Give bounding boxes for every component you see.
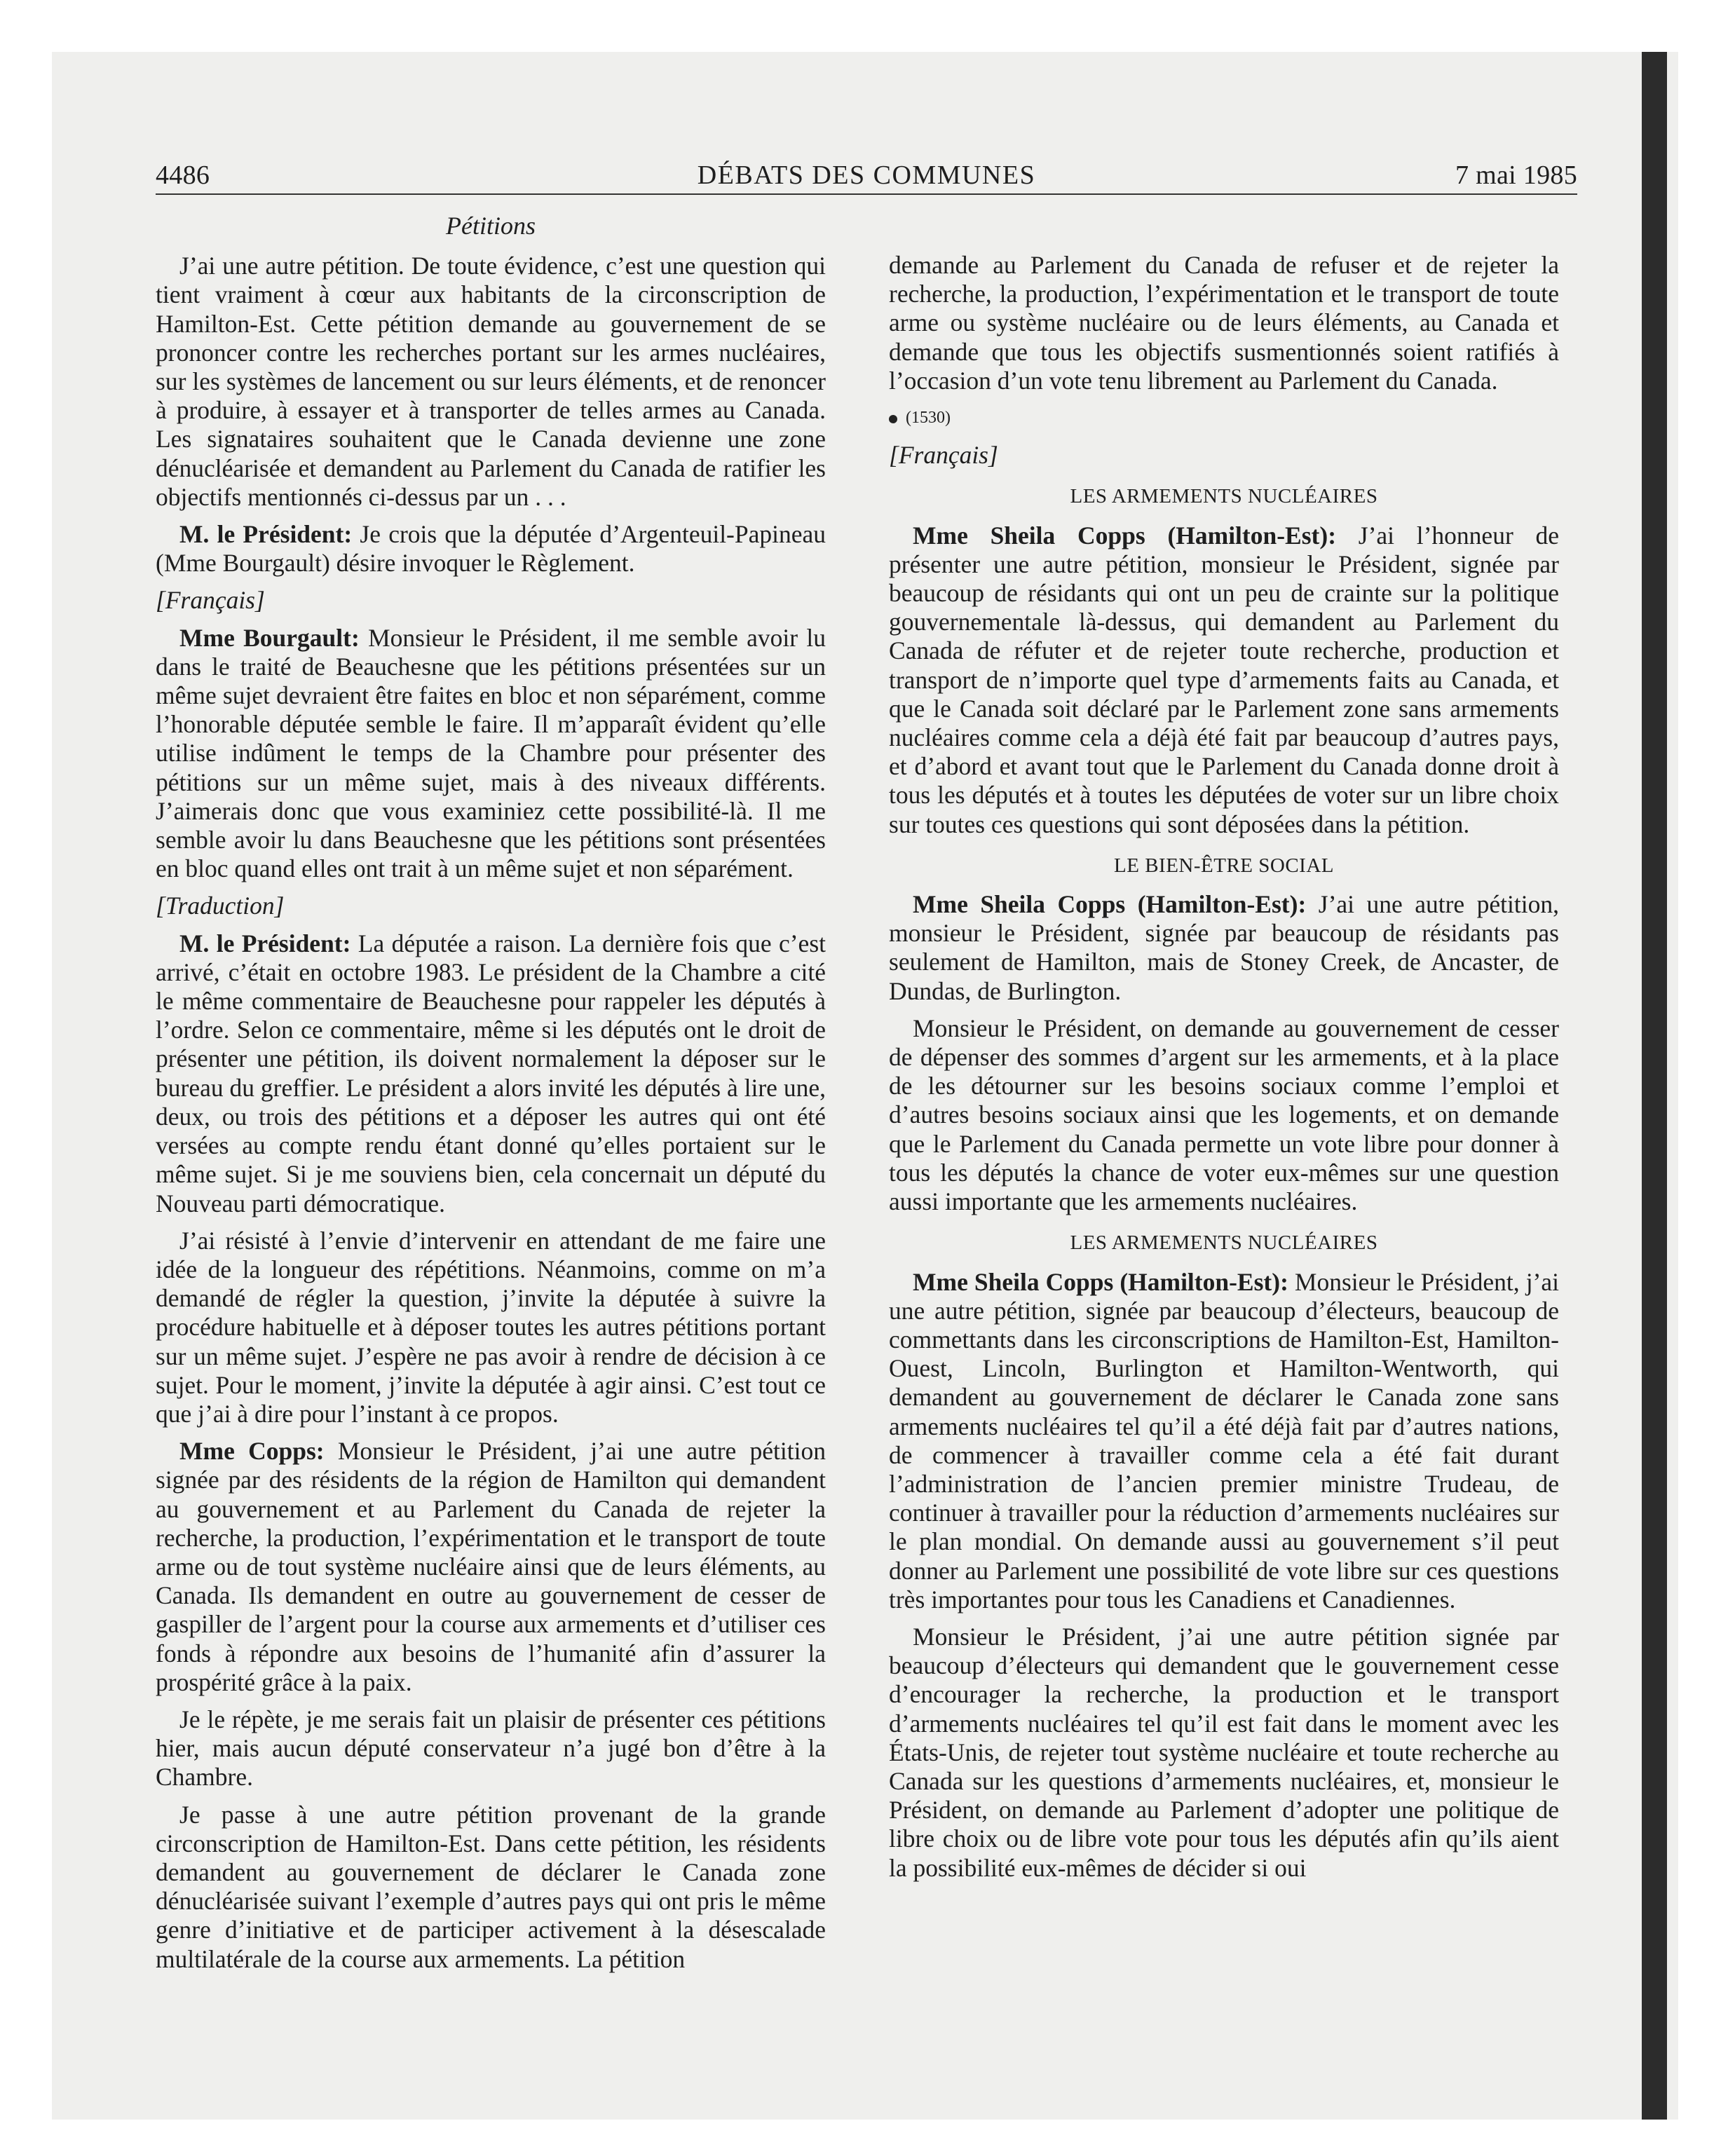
speaker-name: M. le Président: xyxy=(179,520,353,549)
paragraph xyxy=(156,929,826,1218)
speech-text: J’ai une autre pétition, monsieur le Président, signée par beaucoup de résidants pas seulement de Hamilton, mais de Stoney Creek, de Ancaster, de Dundas, de Burlington. xyxy=(889,890,1560,1005)
paragraph xyxy=(889,890,1559,1006)
speaker-name: Mme Copps: xyxy=(179,1437,325,1466)
page-date: 7 mai 1985 xyxy=(1455,161,1577,190)
speech-text: Monsieur le Président, j’ai une autre pétition, signée par beaucoup d’électeurs, beaucoup de commettants dans les circonscriptions de Hamilton-Est, Hamilton-Ouest, Lincoln, Burlington et Hamilton-Wentworth, qui demandent au gouvernement de déclarer le Canada zone sans armements nucléaires tel qu’il a été déjà fait par d’autres nations, de commencer à travailler comme cela a été fait durant l’administration de l’ancien premier ministre Trudeau, de continuer à travailler pour la réduction d’armements nucléaires sur le plan mondial. On demande aussi au gouvernement s’il peut donner au Parlement une possibilité de vote libre sur ces questions très importantes pour tous les Canadiens et Canadiennes. xyxy=(889,1267,1559,1613)
header-rule xyxy=(156,193,1577,195)
paragraph: Je le répète, je me serais fait un plaisir de présenter ces pétitions hier, mais aucun député conservateur n’a jugé bon d’être à la Chambre. xyxy=(156,1705,826,1792)
speaker-name: Mme Sheila Copps (Hamilton-Est): xyxy=(913,1267,1288,1296)
page-spine-edge xyxy=(1642,52,1667,2120)
paragraph xyxy=(156,1437,826,1697)
language-marker: [Traduction] xyxy=(156,892,285,920)
language-marker: [Français] xyxy=(889,441,998,470)
subject-heading: LES ARMEMENTS NUCLÉAIRES xyxy=(1070,485,1378,508)
language-marker: [Français] xyxy=(156,586,265,615)
subject-heading: LE BIEN-ÊTRE SOCIAL xyxy=(1114,854,1334,877)
left-column xyxy=(156,212,826,1982)
speech-text: Monsieur le Président, j’ai une autre pétition signée par des résidents de la région de Hamilton qui demandent au gouvernement et au Parlement du Canada de rejeter la recherche, la production, l’expérimentation et le transport de toute arme ou de tout système nucléaire ainsi que de leurs éléments, au Canada. Ils demandent en outre au gouvernement de cesser de gaspiller de l’argent pour la course aux armements et d’utiliser ces fonds à répondre aux besoins de l’humanité afin d’assurer la prospérité grâce à la paix. xyxy=(156,1437,826,1696)
paragraph: Monsieur le Président, on demande au gouvernement de cesser de dépenser des sommes d’argent sur les armements, et à la place de les détourner sur les besoins sociaux comme l’emploi et d’autres besoins sociaux ainsi que les logements, et on demande que le Parlement du Canada permette un vote libre pour donner à tous les députés la chance de voter eux-mêmes sur une question aussi importante que les armements nucléaires. xyxy=(889,1014,1559,1216)
publication-title: DÉBATS DES COMMUNES xyxy=(697,161,1036,190)
speech-text: La députée a raison. La dernière fois que c’est arrivé, c’était en octobre 1983. Le président de la Chambre a cité le même commentaire de Beauchesne pour rappeler les députés à l’ordre. Selon ce commentaire, même si les députés ont le droit de présenter une pétition, ils doivent normalement la déposer sur le bureau du greffier. Le président a alors invité les députés à lire une, deux, ou trois des pétitions et a déposer les autres qui ont été versées au compte rendu étant donné qu’elles portaient sur le même sujet. Si je me souviens bien, cela concernait un député du Nouveau parti démocratique. xyxy=(156,929,826,1217)
page-number: 4486 xyxy=(156,161,210,190)
paragraph: Je passe à une autre pétition provenant de la grande circonscription de Hamilton-Est. Dans cette pétition, les résidents demandent au gouvernement de déclarer le Canada zone dénucléarisée suivant l’exemple d’autres pays qui ont pris le même genre d’initiative et de participer activement à la désescalade multilatérale de la course aux armements. La pétition xyxy=(156,1800,826,1973)
timestamp xyxy=(889,404,1559,432)
timestamp-text: (1530) xyxy=(906,409,951,428)
right-column xyxy=(889,251,1559,1891)
paragraph xyxy=(889,1268,1559,1614)
speech-text: J’ai l’honneur de présenter une autre pétition, monsieur le Président, signée par beaucoup de résidants qui ont un peu de crainte sur la politique gouvernementale là-dessus, qui demandent au Parlement du Canada de réfuter et de rejeter toute recherche, production et transport de n’importe quel type d’armements faits au Canada, et que le Canada soit déclaré par le Parlement zone sans armements nucléaires comme cela a déjà été fait par beaucoup d’autres pays, et d’abord et avant tout que le Parlement du Canada donne droit à tous les députés et à toutes les députées de voter sur un libre choix sur toutes ces questions qui sont déposées dans la pétition. xyxy=(889,521,1560,838)
page-header xyxy=(156,160,1577,191)
speech-text: Monsieur le Président, il me semble avoir lu dans le traité de Beauchesne que les pétitions présentées sur un même sujet devraient être faites en bloc et non séparément, comme l’honorable députée semble le faire. Il m’apparaît évident qu’elle utilise indûment le temps de la Chambre pour présenter des pétitions sur un même sujet, mais à des niveaux différents. J’aimerais donc que vous examiniez cette possibilité-là. Il me semble avoir lu dans Beauchesne que les pétitions sont présentées en bloc quand elles ont trait à un même sujet et non séparément. xyxy=(156,623,826,883)
subject-heading: LES ARMEMENTS NUCLÉAIRES xyxy=(1070,1231,1378,1255)
paragraph: J’ai une autre pétition. De toute évidence, c’est une question qui tient vraiment à cœur aux habitants de la circonscription de Hamilton-Est. Cette pétition demande au gouvernement de se prononcer contre les recherches portant sur les armes nucléaires, sur les systèmes de lancement ou sur leurs éléments, et de renoncer à produire, à essayer et à transporter de telles armes au Canada. Les signataires souhaitent que le Canada devienne une zone dénucléarisée et demandent au Parlement du Canada de ratifier les objectifs mentionnés ci-dessus par un . . . xyxy=(156,252,826,511)
paragraph xyxy=(889,521,1559,839)
speaker-name: Mme Sheila Copps (Hamilton-Est): xyxy=(913,890,1307,919)
speaker-name: Mme Sheila Copps (Hamilton-Est): xyxy=(913,521,1337,550)
speaker-name: Mme Bourgault: xyxy=(179,623,360,652)
section-title: Pétitions xyxy=(446,212,536,240)
paragraph: J’ai résisté à l’envie d’intervenir en attendant de me faire une idée de la longueur des répétitions. Néanmoins, comme on m’a demandé de régler la question, j’invite la députée à suivre la procédure habituelle et à déposer toutes les autres pétitions portant sur un même sujet. J’espère ne pas avoir à rendre de décision à ce sujet. Pour le moment, j’invite la députée à agir ainsi. C’est tout ce que j’ai à dire pour l’instant à ce propos. xyxy=(156,1226,826,1428)
paragraph xyxy=(156,624,826,884)
paragraph-continued: demande au Parlement du Canada de refuser et de rejeter la recherche, la production, l’expérimentation et le transport de toute arme ou système nucléaire ou de leurs éléments, au Canada et demande que tous les objectifs susmentionnés soient ratifiés à l’occasion d’un vote tenu librement au Parlement du Canada. xyxy=(889,251,1559,395)
speaker-name: M. le Président: xyxy=(179,929,351,957)
paragraph: Monsieur le Président, j’ai une autre pétition signée par beaucoup d’électeurs qui demandent que le gouvernement cesse d’encourager la recherche, la production et le transport d’armements nucléaires tel qu’il est fait dans le moment avec les États-Unis, de rejeter tout système nucléaire et toute recherche au Canada sur les questions d’armements nucléaires, et, monsieur le Président, on demande au Parlement d’adopter une politique de libre choix ou de libre vote pour tous les députés afin qu’ils aient la possibilité eux-mêmes de décider si oui xyxy=(889,1622,1559,1882)
bullet-dot-icon xyxy=(889,415,897,423)
paragraph xyxy=(156,520,826,578)
speech-text: Je crois que la députée d’Argenteuil-Papineau (Mme Bourgault) désire invoquer le Règlement. xyxy=(156,520,826,578)
